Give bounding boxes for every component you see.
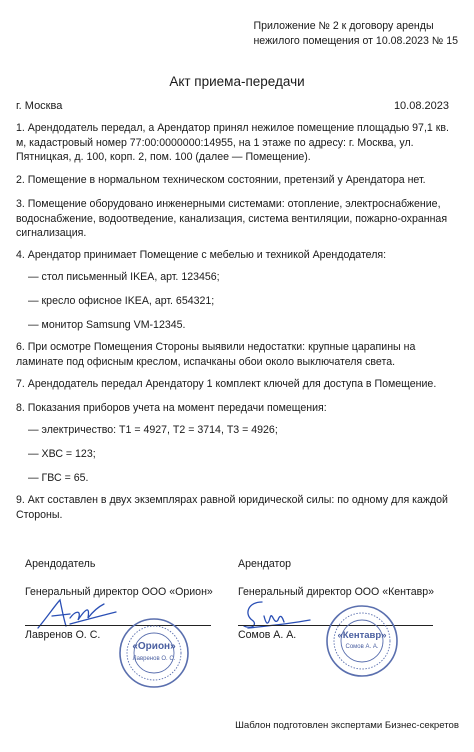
- item-8-list-item: — ГВС = 65.: [28, 472, 89, 484]
- lessor-stamp-name: «Орион»: [132, 641, 176, 652]
- annex-line-1: Приложение № 2 к договору аренды: [253, 20, 434, 32]
- annex-reference: [253, 19, 458, 49]
- item-7: 7. Арендодатель передал Арендатору 1 комплект ключей для доступа в Помещение.: [16, 378, 437, 390]
- template-footer-note: Шаблон подготовлен экспертами Бизнес-секретов: [235, 720, 459, 731]
- item-4-list-item: — стол письменный IKEA, арт. 123456;: [28, 271, 220, 283]
- item-3: 3. Помещение оборудовано инженерными системами: отопление, электроснабжение, водоснабжение, водоотведение, канализация, система вентиляции, пожарно-охранная сигнализация.: [16, 198, 448, 240]
- item-4-list-item: — кресло офисное IKEA, арт. 654321;: [28, 295, 215, 307]
- item-8-list-item: — ХВС = 123;: [28, 448, 96, 460]
- item-1: 1. Арендодатель передал, а Арендатор принял нежилое помещение площадью 97,1 кв. м, кадастровый номер 77:00:0000000:14955, на 1 этаже по адресу: г. Москва, ул. Пятницкая, д. 100, корп. 2, пом. 100 (далее — Помещение).: [16, 122, 449, 164]
- lessee-role: Арендатор: [238, 558, 292, 570]
- item-4-list-item: — монитор Samsung VM-12345.: [28, 319, 186, 331]
- item-4: 4. Арендатор принимает Помещение с мебелью и техникой Арендодателя:: [16, 249, 387, 261]
- lessee-stamp: [325, 604, 399, 678]
- item-9: 9. Акт составлен в двух экземплярах равной юридической силы: по одному для каждой Стороны.: [16, 494, 448, 521]
- lessor-signer-name: Лавренов О. С.: [25, 629, 101, 641]
- annex-line-2: нежилого помещения от 10.08.2023 № 15: [253, 35, 458, 47]
- lessor-stamp: [118, 617, 190, 689]
- document-date: 10.08.2023: [393, 100, 449, 112]
- lessor-role: Арендодатель: [25, 558, 96, 570]
- document-title: Акт приема-передачи: [169, 74, 305, 89]
- item-8-list-item: — электричество: Т1 = 4927, Т2 = 3714, Т3 = 4926;: [28, 424, 278, 436]
- item-2: 2. Помещение в нормальном техническом состоянии, претензий у Арендатора нет.: [16, 174, 426, 186]
- lessee-stamp-subtitle: Сомов А. А.: [345, 644, 379, 650]
- document-city: г. Москва: [16, 100, 63, 112]
- lessee-stamp-name: «Кентавр»: [337, 630, 387, 641]
- item-8: 8. Показания приборов учета на момент передачи помещения:: [16, 402, 327, 414]
- lessee-signer-name: Сомов А. А.: [238, 629, 297, 641]
- lessee-position: Генеральный директор ООО «Кентавр»: [238, 586, 435, 598]
- item-6: 6. При осмотре Помещения Стороны выявили недостатки: крупные царапины на ламинате под офисным креслом, испачканы обои около выключателя света.: [16, 341, 416, 368]
- lessor-position: Генеральный директор ООО «Орион»: [25, 586, 213, 598]
- lessor-stamp-subtitle: Лавренов О. С.: [132, 656, 176, 662]
